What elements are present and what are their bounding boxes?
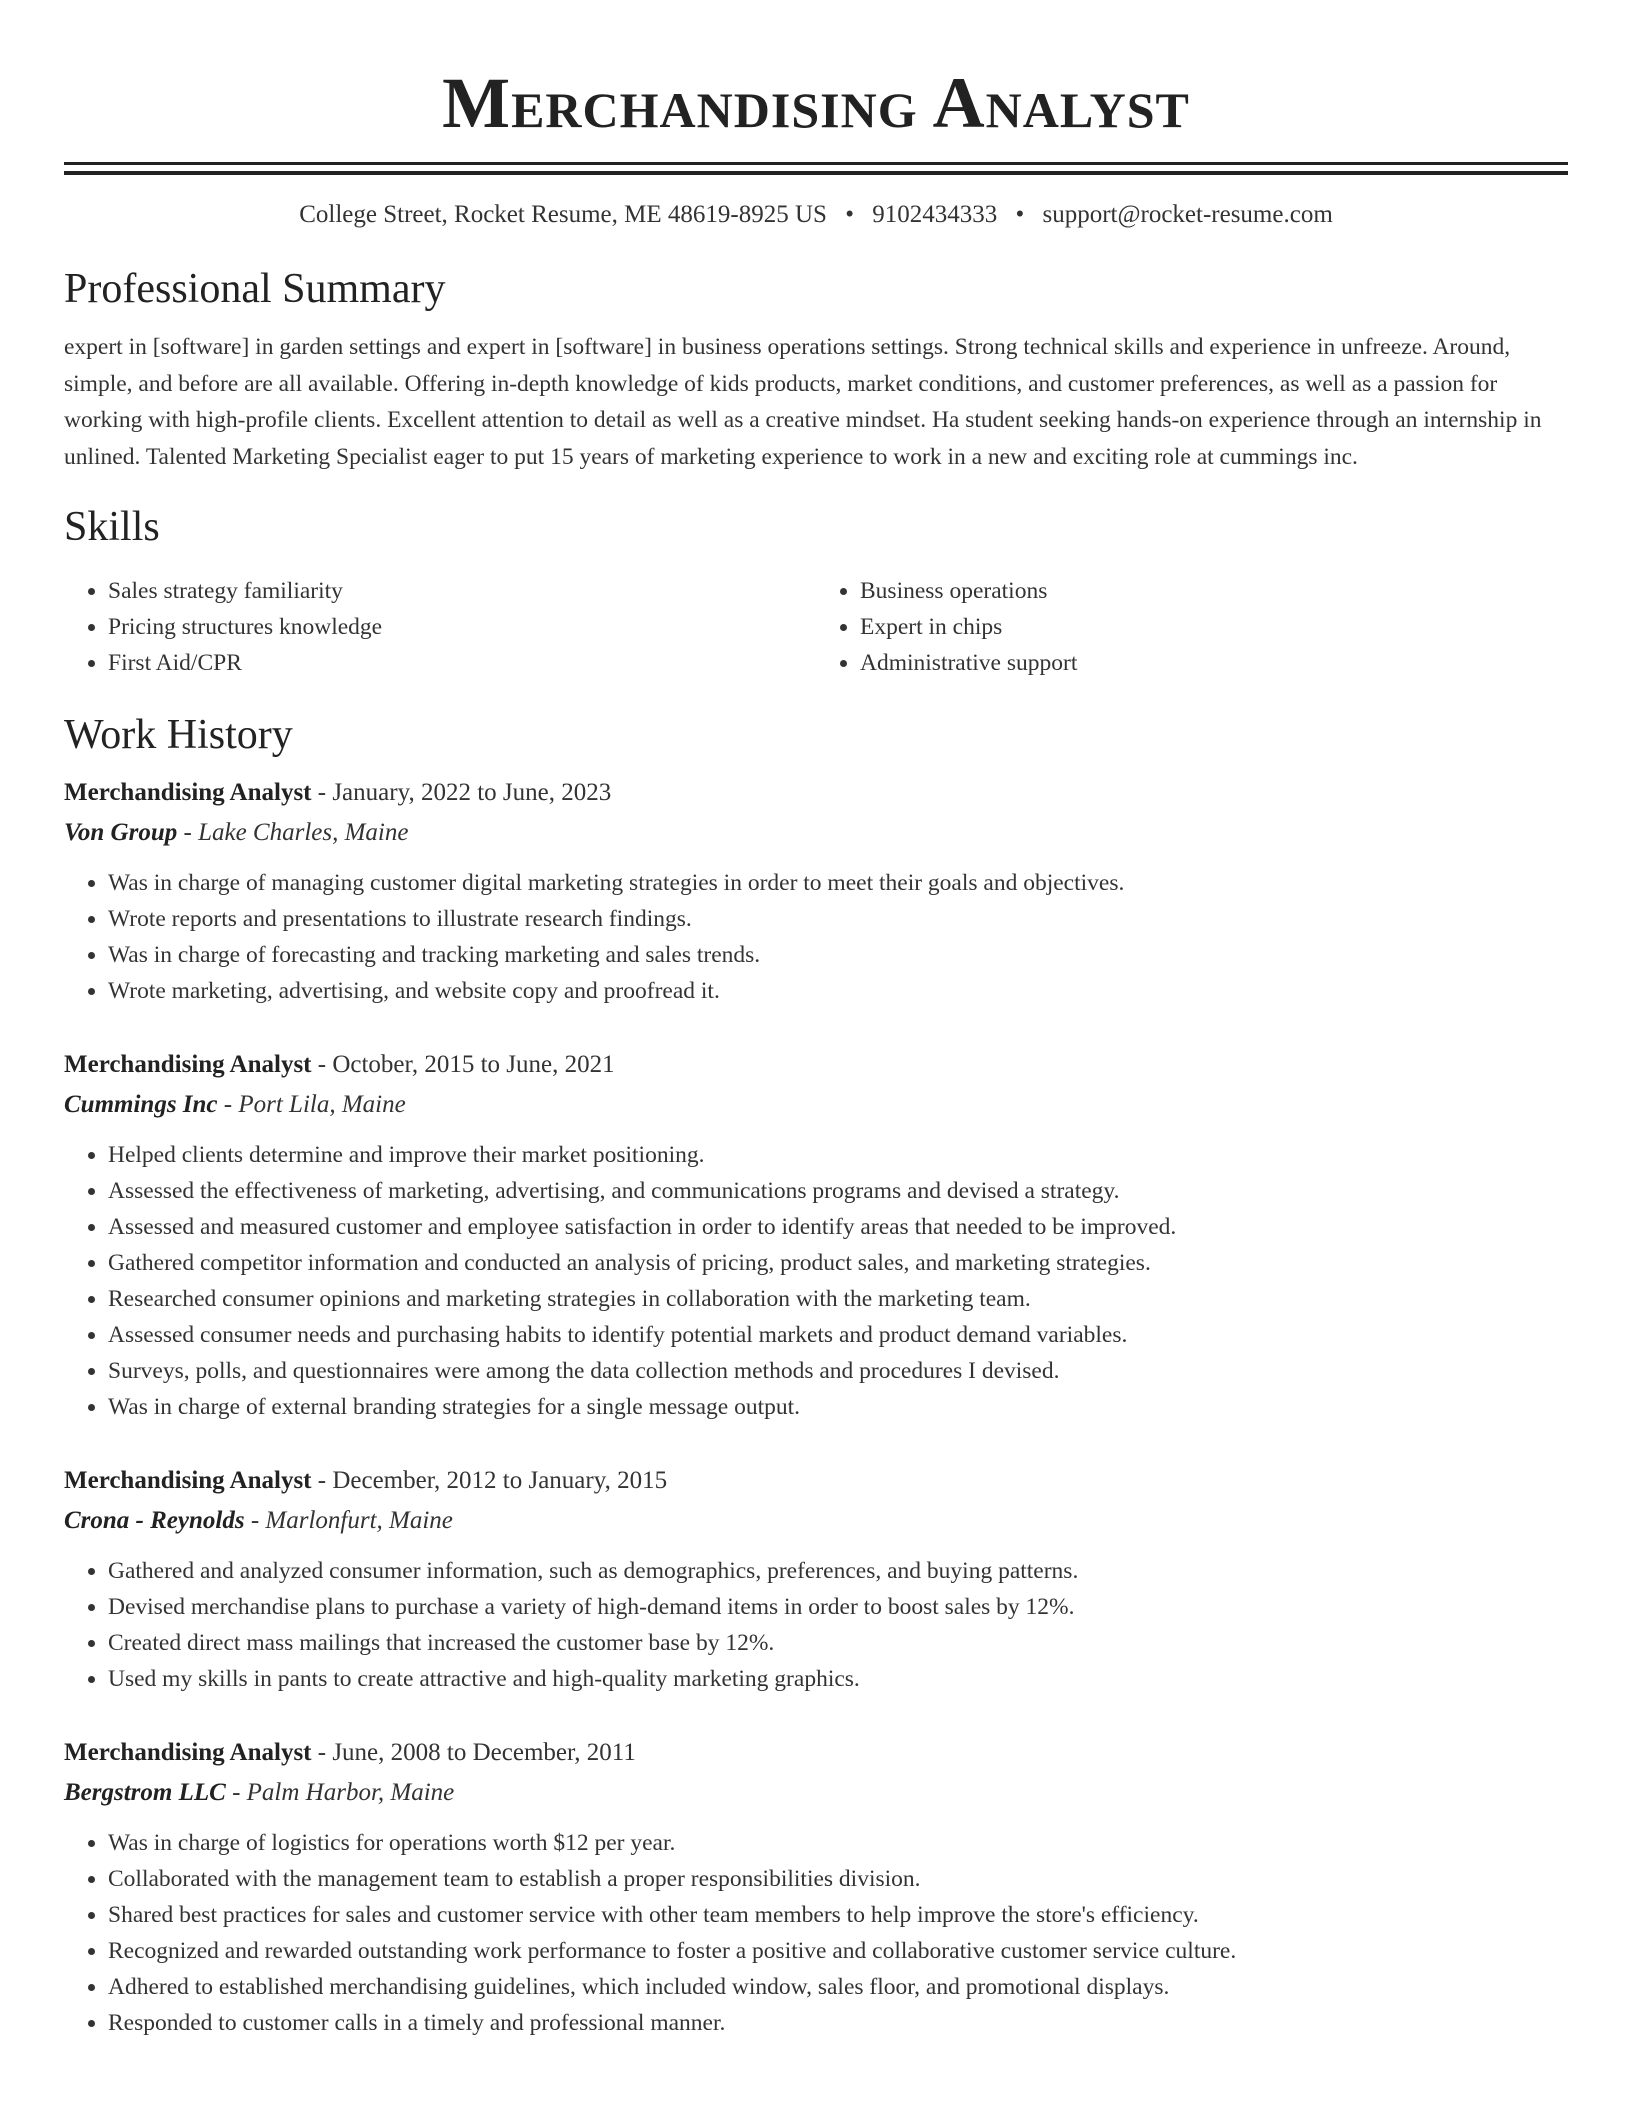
job-bullet: • Wrote marketing, advertising, and website copy and proofread it.: [108, 973, 1568, 1009]
job-bullets: [64, 1553, 1568, 1697]
skill-item: • Business operations: [860, 573, 1568, 609]
job-title: Merchandising Analyst: [64, 1739, 312, 1766]
job-title: Merchandising Analyst: [64, 779, 312, 806]
job-bullets: [64, 1137, 1568, 1425]
job-company-line: [64, 1501, 1568, 1541]
job-company: Cummings Inc: [64, 1091, 218, 1118]
job-location: - Port Lila, Maine: [217, 1091, 406, 1118]
job-company-line: [64, 813, 1568, 853]
job-bullet: • Created direct mass mailings that increased the customer base by 12%.: [108, 1625, 1568, 1661]
job-bullet: • Shared best practices for sales and customer service with other team members to help improve the store's efficiency.: [108, 1897, 1568, 1933]
skills-heading: Skills: [64, 504, 160, 550]
contact-address: College Street, Rocket Resume, ME 48619-8925 US: [299, 201, 827, 228]
job-title-line: [64, 1461, 1568, 1501]
job-bullet: • Was in charge of forecasting and tracking marketing and sales trends.: [108, 937, 1568, 973]
job-dates: - January, 2022 to June, 2023: [311, 779, 612, 806]
job-dates: - June, 2008 to December, 2011: [311, 1739, 636, 1766]
job-company: Von Group: [64, 819, 178, 846]
job-title-line: [64, 773, 1568, 813]
skills-column-right: [816, 573, 1568, 681]
job-bullet: • Adhered to established merchandising guidelines, which included window, sales floor, and promotional displays.: [108, 1969, 1568, 2005]
job-bullet: • Gathered competitor information and conducted an analysis of pricing, product sales, and marketing strategies.: [108, 1245, 1568, 1281]
job-bullet: • Assessed the effectiveness of marketing, advertising, and communications programs and devised a strategy.: [108, 1173, 1568, 1209]
job-entry: [64, 1461, 1568, 1697]
work-history-heading: Work History: [64, 712, 293, 758]
job-bullets: [64, 865, 1568, 1009]
summary-text: expert in [software] in garden settings and expert in [software] in business operations settings. Strong technical skills and experience in unfreeze. Around, simple, and before are all available. Offering in-depth knowledge of kids products, market conditions, and customer preferences, as well as a passion for working with high-profile clients. Excellent attention to detail as well as a creative mindset. Ha student seeking hands-on experience through an internship in unlined. Talented Marketing Specialist eager to put 15 years of marketing experience to work in a new and exciting role at cummings inc.: [64, 334, 1542, 470]
contact-line: [64, 199, 1568, 231]
job-company: Bergstrom LLC: [64, 1779, 226, 1806]
skill-item: • Sales strategy familiarity: [108, 573, 816, 609]
job-location: - Marlonfurt, Maine: [244, 1507, 453, 1534]
skills-column-left: [64, 573, 816, 681]
resume-name: Merchandising Analyst: [442, 63, 1190, 143]
job-bullet: • Was in charge of external branding strategies for a single message output.: [108, 1389, 1568, 1425]
job-company: Crona - Reynolds: [64, 1507, 245, 1534]
job-bullet: • Surveys, polls, and questionnaires were among the data collection methods and procedures I devised.: [108, 1353, 1568, 1389]
job-bullets: [64, 1825, 1568, 2041]
contact-separator: •: [845, 201, 854, 228]
job-bullet: • Assessed consumer needs and purchasing habits to identify potential markets and product demand variables.: [108, 1317, 1568, 1353]
job-bullet: • Helped clients determine and improve their market positioning.: [108, 1137, 1568, 1173]
job-bullet: • Was in charge of managing customer digital marketing strategies in order to meet their goals and objectives.: [108, 865, 1568, 901]
header-divider: [64, 162, 1568, 175]
skills-list: [64, 573, 1568, 681]
job-bullet: • Was in charge of logistics for operations worth $12 per year.: [108, 1825, 1568, 1861]
job-title-line: [64, 1045, 1568, 1085]
job-dates: - December, 2012 to January, 2015: [311, 1467, 668, 1494]
job-bullet: • Wrote reports and presentations to illustrate research findings.: [108, 901, 1568, 937]
job-bullet: • Recognized and rewarded outstanding work performance to foster a positive and collaborative customer service culture.: [108, 1933, 1568, 1969]
job-company-line: [64, 1085, 1568, 1125]
job-entry: [64, 1045, 1568, 1425]
contact-separator: •: [1015, 201, 1025, 228]
job-title-line: [64, 1733, 1568, 1773]
skill-item: • Expert in chips: [860, 609, 1568, 645]
job-title: Merchandising Analyst: [64, 1051, 312, 1078]
summary-heading: Professional Summary: [64, 266, 446, 312]
job-location: - Lake Charles, Maine: [177, 819, 409, 846]
skill-item: • Administrative support: [860, 645, 1568, 681]
job-title: Merchandising Analyst: [64, 1467, 312, 1494]
job-bullet: • Collaborated with the management team to establish a proper responsibilities division.: [108, 1861, 1568, 1897]
skill-item: • Pricing structures knowledge: [108, 609, 816, 645]
job-bullet: • Responded to customer calls in a timely and professional manner.: [108, 2005, 1568, 2041]
contact-email[interactable]: support@rocket-resume.com: [1042, 201, 1333, 228]
contact-phone: 9102434333: [872, 201, 998, 228]
job-bullet: • Devised merchandise plans to purchase a variety of high-demand items in order to boost sales by 12%.: [108, 1589, 1568, 1625]
job-bullet: • Used my skills in pants to create attractive and high-quality marketing graphics.: [108, 1661, 1568, 1697]
job-company-line: [64, 1773, 1568, 1813]
job-bullet: • Researched consumer opinions and marketing strategies in collaboration with the marketing team.: [108, 1281, 1568, 1317]
job-entry: [64, 1733, 1568, 2041]
job-entry: [64, 773, 1568, 1009]
job-bullet: • Gathered and analyzed consumer information, such as demographics, preferences, and buying patterns.: [108, 1553, 1568, 1589]
job-bullet: • Assessed and measured customer and employee satisfaction in order to identify areas that needed to be improved.: [108, 1209, 1568, 1245]
job-dates: - October, 2015 to June, 2021: [311, 1051, 615, 1078]
resume-page: [64, 0, 1568, 2041]
job-location: - Palm Harbor, Maine: [225, 1779, 455, 1806]
skill-item: • First Aid/CPR: [108, 645, 816, 681]
